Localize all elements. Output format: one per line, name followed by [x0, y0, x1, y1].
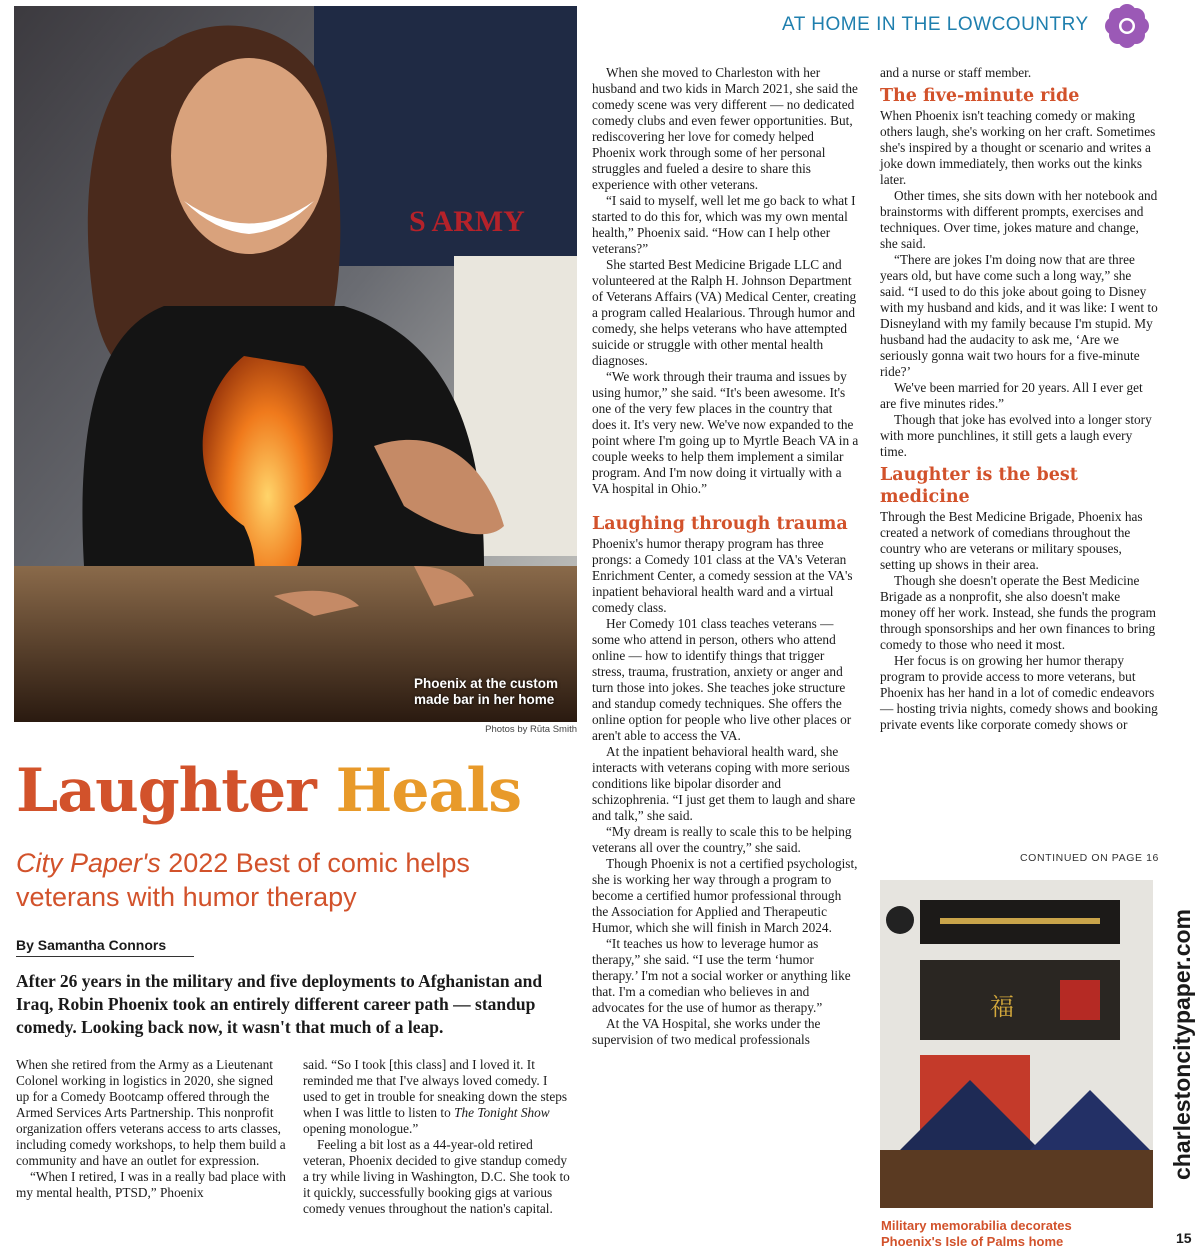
memorabilia-photo [880, 880, 1153, 1208]
paragraph: At the inpatient behavioral health ward, she interacts with veterans coping with more serious conditions like bipolar disorder and schizophrenia. “I just get them to laugh and share and talk,” she said. [592, 744, 856, 823]
paragraph: Her focus is on growing her humor therapy program to provide access to more veterans, but Phoenix has her hand in a lot of comedic endeavors — hosting trivia nights, comedy shows and booking private events like corporate comedy shows or [880, 653, 1158, 732]
continued-notice: CONTINUED ON PAGE 16 [1020, 852, 1159, 864]
section-tag: AT HOME IN THE LOWCOUNTRY [782, 14, 1089, 35]
subhead-laughing-through-trauma: Laughing through trauma [592, 514, 848, 534]
dek-publication: City Paper's [16, 848, 161, 878]
paragraph: Though Phoenix is not a certified psychologist, she is working her way through a program to become a certified humor professional through the Association for Applied and Therapeutic Humor, which she will finish in March 2024. [592, 856, 858, 935]
intro-paragraph: After 26 years in the military and five deployments to Afghanistan and Iraq, Robin Phoenix took an entirely different career path — standup comedy. Looking back now, it wasn't that much of a leap. [16, 971, 543, 1037]
memorabilia-illustration [880, 880, 1153, 1208]
paragraph: “I said to myself, well let me go back to what I started to do this for, which was my own mental health,” Phoenix said. “How can I help other veterans?” [592, 193, 856, 256]
paragraph: At the VA Hospital, she works under the supervision of two medical professionals [592, 1016, 821, 1047]
paragraph: When Phoenix isn't teaching comedy or making others laugh, she's working on her craft. Sometimes she's inspired by a thought or scenario and writes a joke down immediately, then works out the kinks later. [880, 108, 1156, 187]
paragraph: When she retired from the Army as a Lieutenant Colonel working in logistics in 2020, she signed up for a Comedy Bootcamp offered through the Armed Services Arts Partnership. This nonprofit organization offers veterans access to arts classes, including comedy workshops, to help them build a community and have an outlet for expression. [16, 1057, 286, 1168]
paragraph: “There are jokes I'm doing now that are three years old, but have come such a long way,” she said. “I used to do this joke about going to Disney with my husband and kids, and it was like: I went to Disneyland with my family because I'm stupid. My husband had the audacity to ask me, ‘Are we seriously gonna wait two hours for a five-minute ride?’ [880, 252, 1158, 379]
svg-text:福: 福 [990, 993, 1014, 1021]
paragraph [303, 1057, 575, 1137]
paragraph: Though that joke has evolved into a longer story with more punchlines, it still gets a laugh every time. [880, 412, 1152, 459]
svg-text:S ARMY: S ARMY [409, 205, 525, 238]
main-photo-illustration [14, 6, 577, 722]
dek [16, 846, 576, 914]
headline-part2: Heals [335, 756, 521, 826]
paragraph: Other times, she sits down with her notebook and brainstorms with different prompts, exercises and techniques. Over time, jokes mature and change, she said. [880, 188, 1158, 251]
website-url [1169, 880, 1198, 1180]
paragraph: She started Best Medicine Brigade LLC and volunteered at the Ralph H. Johnson Department of Veterans Affairs (VA) Medical Center, creating a program called Healarious. Through humor and comedy, she helps veterans who have attempted suicide or struggle with other mental health diagnoses. [592, 257, 857, 368]
paragraph-text: said. “So I took [this class] and I loved it. It reminded me that I've always loved comedy. I used to get in trouble for sneaking down the steps when I was little to listen to [303, 1057, 568, 1120]
paragraph: Through the Best Medicine Brigade, Phoenix has created a network of comedians throughout the country who are veterans or military spouses, setting up shows in their area. [880, 509, 1143, 572]
main-photo-caption: Phoenix at the custom made bar in her home [414, 676, 559, 707]
subhead-five-minute-ride: The five-minute ride [880, 86, 1080, 106]
headline [16, 748, 521, 834]
column-4 [880, 65, 1158, 733]
paragraph: Though she doesn't operate the Best Medicine Brigade as a nonprofit, she also doesn't make money off her work. Instead, she funds the program through sponsorships and her own finances to bring comedy to those who need it most. [880, 573, 1156, 652]
photo-credit: Photos by Rūta Smith [485, 724, 577, 735]
paragraph: “We work through their trauma and issues by using humor,” she said. “It's been awesome. It's one of the very few places in the country that does it. It's very new. We've now expanded to the point where I'm going up to Myrtle Beach VA in a couple weeks to help them implement a similar program. And I'm now doing it virtually with a VA hospital in Ohio.” [592, 369, 859, 496]
column-3 [592, 65, 860, 1048]
main-photo [14, 6, 577, 722]
website-url-text: charlestoncitypaper.com [1169, 909, 1195, 1180]
paragraph: “When I retired, I was in a really bad place with my mental health, PTSD,” Phoenix [16, 1169, 286, 1200]
paragraph: and a nurse or staff member. [880, 65, 1032, 80]
subhead-best-medicine: Laughter is the best medicine [880, 465, 1078, 507]
byline: By Samantha Connors [16, 937, 194, 957]
headline-part1: Laughter [16, 756, 316, 826]
paragraph-text: opening monologue.” [303, 1121, 419, 1136]
paragraph: Her Comedy 101 class teaches veterans — some who attend in person, others who attend online — how to identify things that trigger stress, trauma, frustration, anxiety or anger and turn those into jokes. She teaches joke structure and standup comedy techniques. She offers the online option for people who live other places or aren't able to access the VA. [592, 616, 852, 743]
flower-icon [1104, 3, 1150, 49]
dek-text: 2022 Best of comic helps veterans with humor therapy [16, 848, 470, 912]
paragraph: Phoenix's humor therapy program has three prongs: a Comedy 101 class at the VA's Veteran Enrichment Center, a comedy session at the VA's inpatient behavioral health ward and a virtual comedy class. [592, 536, 853, 615]
paragraph: “My dream is really to scale this to be helping veterans all over the country,” she said. [592, 824, 852, 855]
paragraph: When she moved to Charleston with her husband and two kids in March 2021, she said the comedy scene was very different — no dedicated comedy clubs and even fewer opportunities. But, rediscovering her love for comedy helped Phoenix work through some of her personal struggles and fueled a desire to share this experience with other veterans. [592, 65, 858, 192]
column-2 [303, 1057, 575, 1217]
page-number: 15 [1176, 1230, 1192, 1246]
paragraph: “It teaches us how to leverage humor as therapy,” she said. “I use the term ‘humor therapy.’ I'm not a social worker or anything like that. I'm a comedian who believes in and advocates for the use of humor as therapy.” [592, 936, 851, 1015]
show-title: The Tonight Show [454, 1105, 550, 1120]
paragraph: Feeling a bit lost as a 44-year-old retired veteran, Phoenix decided to give standup comedy a try while living in Washington, D.C. She took to it quickly, successfully booking gigs at various comedy venues throughout the nation's capital. [303, 1137, 570, 1216]
memorabilia-caption: Military memorabilia decorates Phoenix's Isle of Palms home [881, 1218, 1072, 1249]
column-1 [16, 1057, 288, 1201]
paragraph: We've been married for 20 years. All I ever get are five minutes rides.” [880, 380, 1143, 411]
